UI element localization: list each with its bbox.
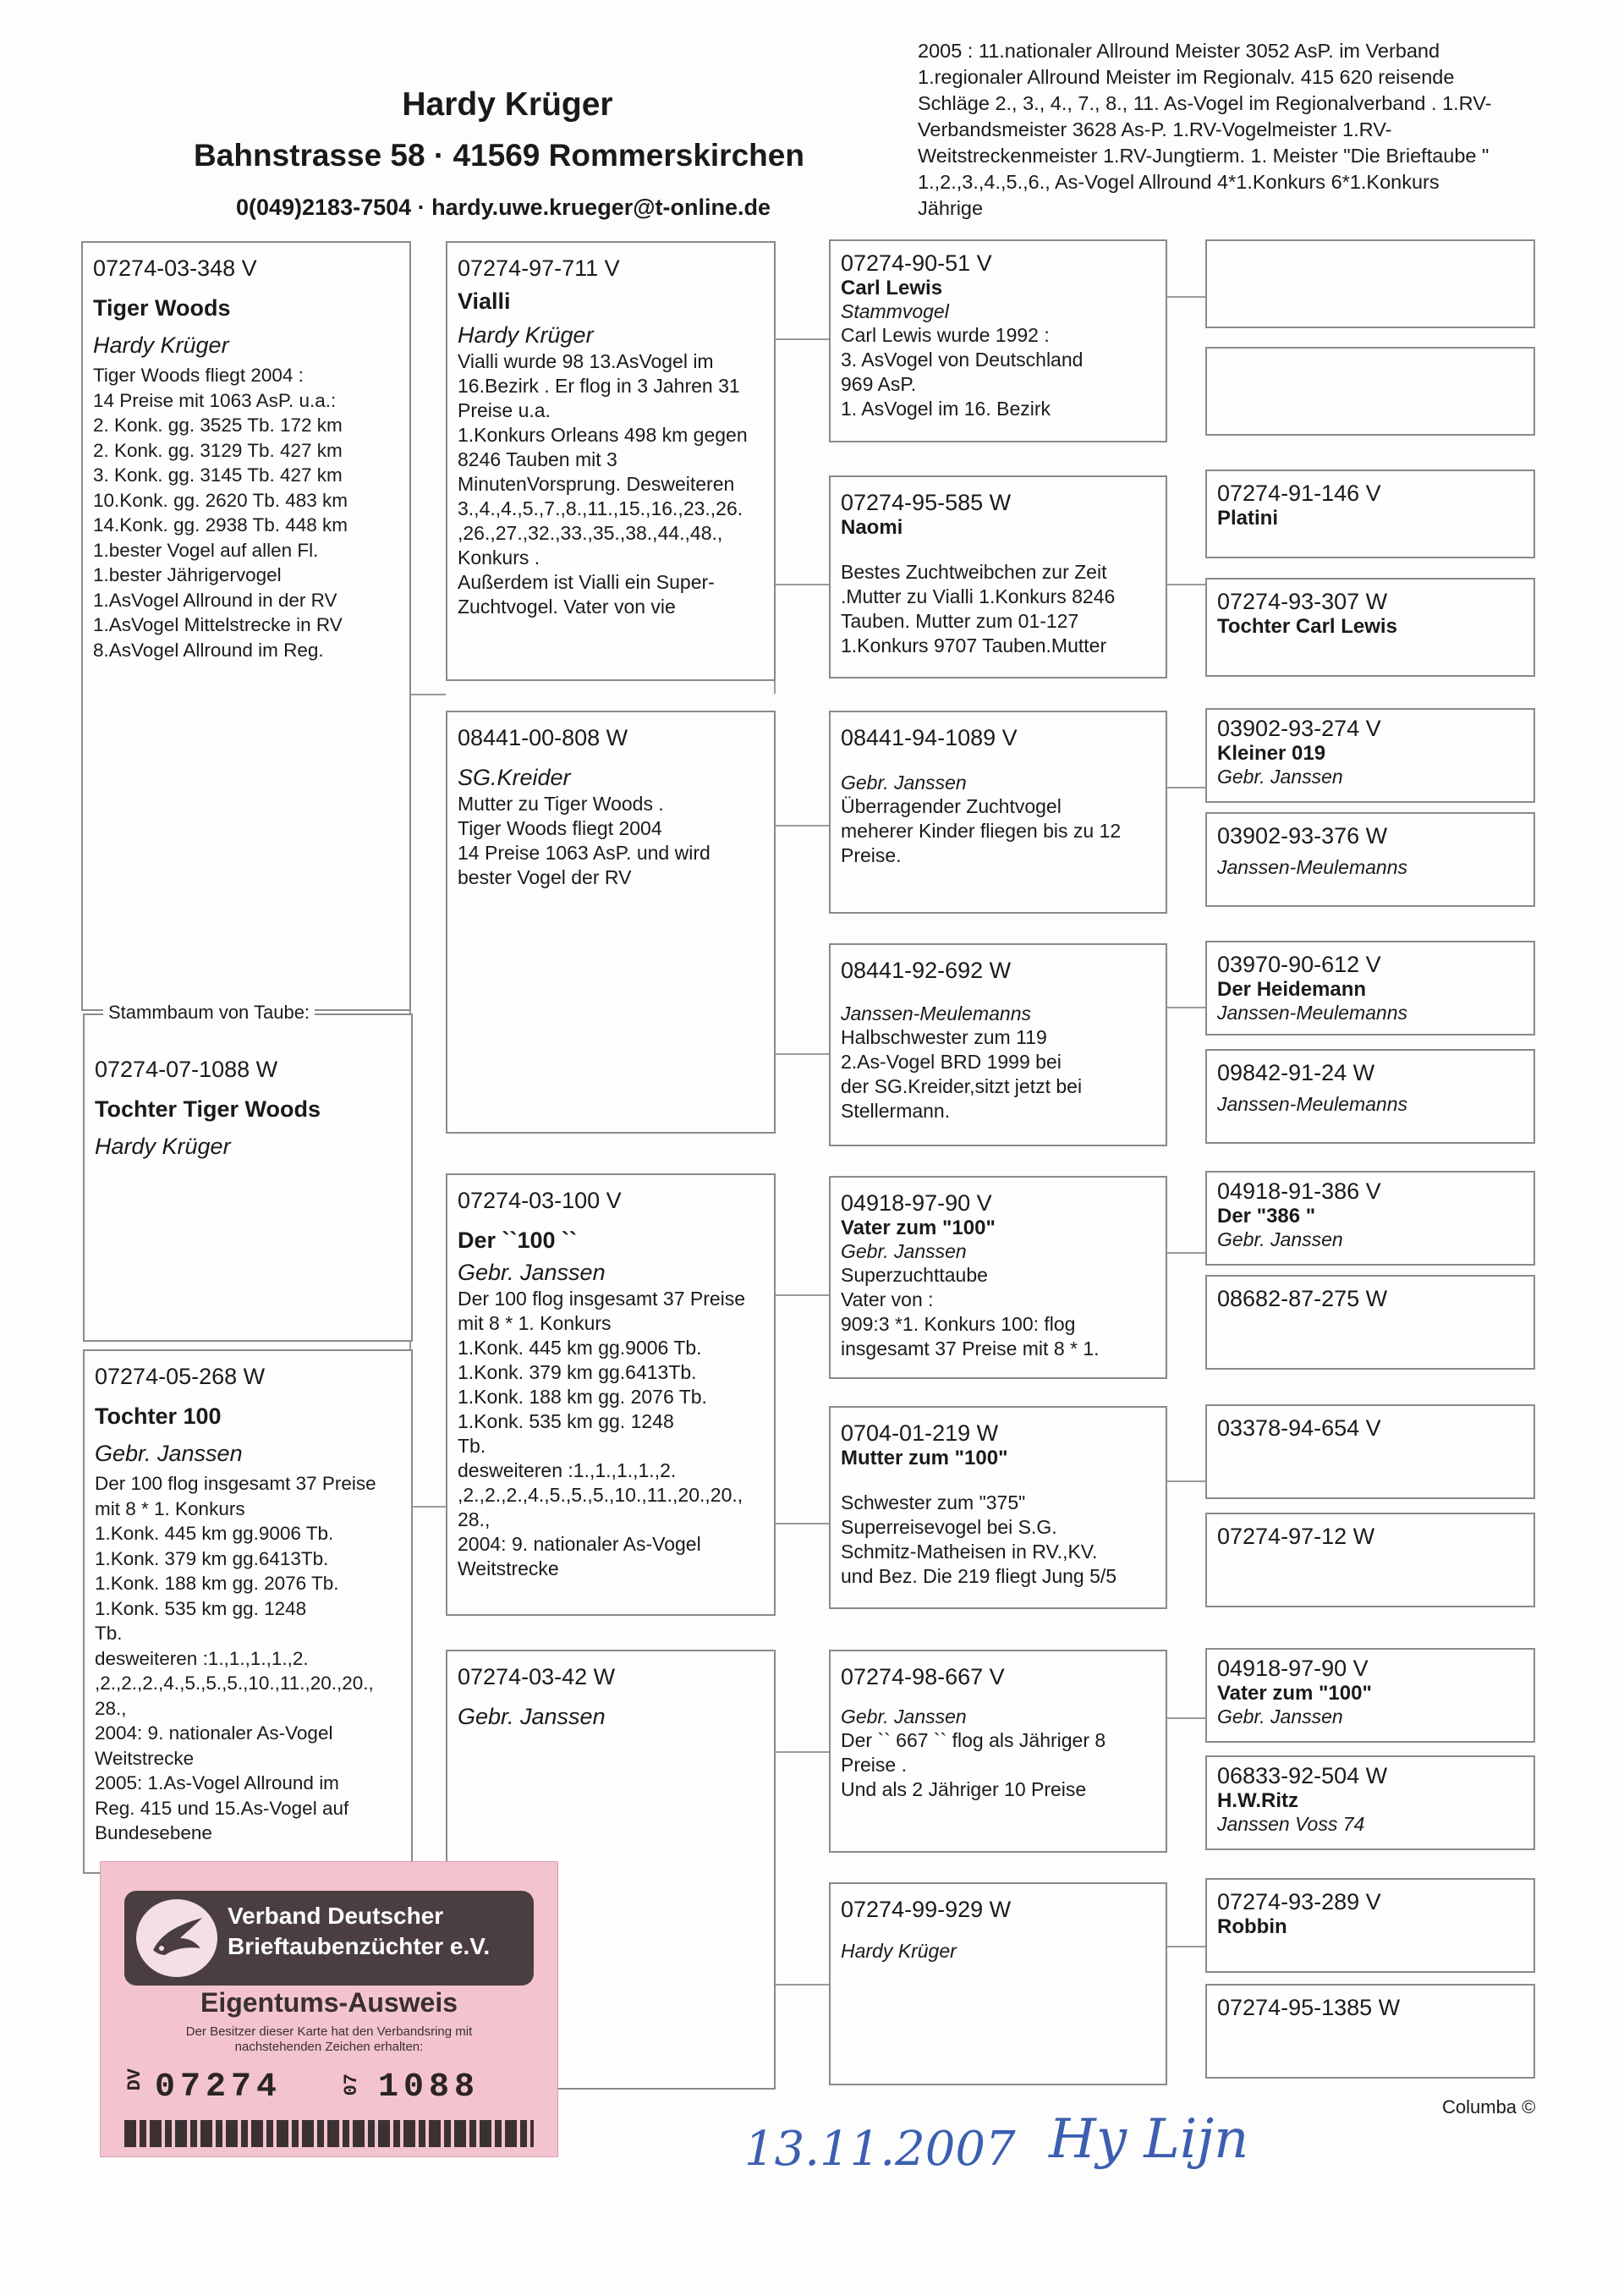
g4-breeder: Janssen-Meulemanns — [1217, 856, 1408, 878]
card-ring-no: 1088 — [378, 2068, 480, 2106]
subject-card[interactable] — [83, 1013, 413, 1342]
g4-card[interactable] — [1205, 1984, 1535, 2079]
ancestor-breeder: Hardy Krüger — [841, 1940, 957, 1962]
g4-breeder: Janssen Voss 74 — [1217, 1813, 1365, 1835]
ancestor-notes: Halbschwester zum 119 2.As-Vogel BRD 1999 bei der SG.Kreider,sitzt jetzt bei Stellermann. — [841, 1026, 1083, 1122]
g4-card[interactable] — [1205, 1049, 1535, 1144]
subject-label: Stammbaum von Taube: — [103, 1002, 315, 1024]
ancestor-name: Vater zum "100" — [841, 1217, 996, 1239]
g4-ring: 07274-93-307 W — [1217, 589, 1388, 614]
g4-breeder: Gebr. Janssen — [1217, 1706, 1343, 1727]
mother-breeder: Gebr. Janssen — [95, 1441, 243, 1466]
card-ring-club: 07274 — [155, 2068, 283, 2106]
g4-card[interactable] — [1205, 347, 1535, 436]
g4-ring: 07274-91-146 V — [1217, 481, 1381, 506]
achievements-text: 2005 : 11.nationaler Allround Meister 3052 AsP. im Verband 1.regionaler Allround Meister im Regionalv. 415 620 reisende Schläge 2., 3., 4., 7., 8., 11. As-Vogel im Regionalverband . 1.RV-Verbandsmeister 3628 As-P. 1.RV-Vogelmeister 1.RV-Weitstreckenmeister 1.RV-Jungtierm. 1. Meister "Die Brieftaube " 1.,2.,3.,4.,5.,6., As-Vogel Allround 4*1.Konkurs 6*1.Konkurs Jährige — [918, 40, 1492, 219]
grandparent-name: Vialli — [458, 288, 511, 314]
g4-breeder: Janssen-Meulemanns — [1217, 1002, 1408, 1024]
ancestor-breeder: Gebr. Janssen — [841, 772, 967, 794]
subject-ring: 07274-07-1088 W — [95, 1057, 278, 1082]
ancestor-ring: 04918-97-90 V — [841, 1190, 992, 1216]
g4-ring: 06833-92-504 W — [1217, 1763, 1388, 1788]
g4-ring: 03902-93-274 V — [1217, 716, 1381, 741]
g4-name: Der Heidemann — [1217, 978, 1367, 1001]
g4-ring: 07274-97-12 W — [1217, 1524, 1375, 1549]
g4-card[interactable] — [1205, 1171, 1535, 1266]
ancestor-card[interactable] — [829, 1406, 1167, 1609]
g4-ring: 03970-90-612 V — [1217, 952, 1381, 977]
mother-notes: Der 100 flog insgesamt 37 Preise mit 8 * 1. Konkurs 1.Konk. 445 km gg.9006 Tb. 1.Konk. 379 km gg.6413Tb. 1.Konk. 188 km gg. 2076 Tb. 1.Konk. 535 km gg. 1248 Tb. desweiteren :1.,1.,1.,1.,2. ,2.,2.,2.,4.,5.,5.,5.,10.,11.,20.,20., 28., 2004: 9. nationaler As-Vogel Weitstrecke 2005: 1.As-Vogel Allround im Reg. 415 und 15.As-Vogel auf Bundesebene — [95, 1473, 376, 1843]
card-title: Eigentums-Ausweis — [200, 1987, 458, 2018]
ownership-card — [100, 1861, 558, 2157]
g4-name: Der "386 " — [1217, 1205, 1316, 1228]
subject-breeder: Hardy Krüger — [95, 1134, 231, 1159]
mother-name: Tochter 100 — [95, 1403, 222, 1429]
card-dv: DV — [124, 2068, 145, 2091]
g4-card[interactable] — [1205, 708, 1535, 803]
ancestor-notes: Schwester zum "375" Superreisevogel bei S.G. Schmitz-Matheisen in RV.,KV. und Bez. Die 219 fliegt Jung 5/5 — [841, 1491, 1117, 1587]
ancestor-ring: 07274-95-585 W — [841, 490, 1012, 515]
grandparent-card[interactable] — [446, 711, 776, 1134]
g4-ring: 04918-97-90 V — [1217, 1656, 1369, 1681]
card-org-line1: Verband Deutscher — [228, 1903, 444, 1929]
ancestor-ring: 07274-90-51 V — [841, 250, 992, 276]
g4-ring: 07274-95-1385 W — [1217, 1995, 1401, 2020]
grandparent-ring: 07274-97-711 V — [458, 255, 620, 281]
g4-card[interactable] — [1205, 470, 1535, 558]
ancestor-name: Mutter zum "100" — [841, 1447, 1008, 1469]
g4-card[interactable] — [1205, 1275, 1535, 1370]
ancestor-notes: Superzuchttaube Vater von : 909:3 *1. Konkurs 100: flog insgesamt 37 Preise mit 8 * 1. — [841, 1264, 1100, 1359]
grandparent-notes: Der 100 flog insgesamt 37 Preise mit 8 * 1. Konkurs 1.Konk. 445 km gg.9006 Tb. 1.Konk. 379 km gg.6413Tb. 1.Konk. 188 km gg. 2076 Tb. 1.Konk. 535 km gg. 1248 Tb. desweiteren :1.,1.,1.,1.,2. ,2.,2.,2.,4.,5.,5.,5.,10.,11.,20.,20., 28., 2004: 9. nationaler As-Vogel Weitstrecke — [458, 1288, 746, 1579]
grandparent-card[interactable] — [446, 1173, 776, 1616]
father-card[interactable] — [81, 241, 411, 1011]
grandparent-name: Der ``100 `` — [458, 1228, 578, 1253]
g4-card[interactable] — [1205, 578, 1535, 677]
card-ring-year: 07 — [341, 2074, 362, 2096]
ancestor-breeder: Stammvogel — [841, 300, 949, 322]
ancestor-card[interactable] — [829, 1882, 1167, 2085]
g4-ring: 04918-91-386 V — [1217, 1178, 1381, 1204]
g4-name: Tochter Carl Lewis — [1217, 615, 1397, 638]
subject-name: Tochter Tiger Woods — [95, 1096, 321, 1122]
card-note: Der Besitzer dieser Karte hat den Verbandsring mit nachstehenden Zeichen erhalten: — [185, 2024, 473, 2054]
g4-card[interactable] — [1205, 941, 1535, 1035]
ancestor-card[interactable] — [829, 1176, 1167, 1379]
ancestor-card[interactable] — [829, 711, 1167, 914]
ancestor-notes: Carl Lewis wurde 1992 : 3. AsVogel von Deutschland 969 AsP. 1. AsVogel im 16. Bezirk — [841, 324, 1084, 420]
columba-credit: Columba © — [1442, 2096, 1536, 2117]
g4-name: Platini — [1217, 507, 1279, 530]
g4-card[interactable] — [1205, 1513, 1535, 1607]
g4-card[interactable] — [1205, 1648, 1535, 1743]
ancestor-name: Naomi — [841, 516, 903, 539]
grandparent-ring: 08441-00-808 W — [458, 725, 628, 750]
ancestor-card[interactable] — [829, 475, 1167, 678]
grandparent-card[interactable] — [446, 241, 776, 681]
ancestor-ring: 08441-92-692 W — [841, 958, 1012, 983]
grandparent-notes: Vialli wurde 98 13.AsVogel im 16.Bezirk . Er flog in 3 Jahren 31 Preise u.a. 1.Konkurs Orleans 498 km gegen 8246 Tauben mit 3 MinutenVorsprung. Desweiteren 3.,4.,4.,5.,7.,8.,11.,15.,16.,23.,26. ,26.,27.,32.,33.,35.,38.,44.,48., Konkurs . Außerdem ist Vialli ein Super- Zuchtvogel. Vater von vie — [458, 350, 748, 618]
g4-ring: 03902-93-376 W — [1217, 823, 1388, 849]
g4-name: H.W.Ritz — [1217, 1789, 1298, 1812]
ancestor-notes: Bestes Zuchtweibchen zur Zeit .Mutter zu Vialli 1.Konkurs 8246 Tauben. Mutter zum 01-127 1.Konkurs 9707 Tauben.Mutter — [841, 561, 1116, 656]
ancestor-ring: 0704-01-219 W — [841, 1420, 999, 1446]
grandparent-breeder: Gebr. Janssen — [458, 1260, 606, 1285]
father-name: Tiger Woods — [93, 295, 231, 321]
g4-name: Robbin — [1217, 1915, 1287, 1938]
ancestor-ring: 07274-99-929 W — [841, 1897, 1012, 1922]
card-header — [124, 1891, 534, 1986]
father-ring: 07274-03-348 V — [93, 255, 257, 281]
handwritten-date: 13.11.2007 — [744, 2122, 1016, 2177]
ancestor-card[interactable] — [829, 943, 1167, 1146]
card-pattern-band — [124, 2120, 534, 2147]
g4-card[interactable] — [1205, 239, 1535, 328]
card-org-line2: Brieftaubenzüchter e.V. — [228, 1933, 491, 1959]
g4-name: Vater zum "100" — [1217, 1682, 1372, 1705]
ancestor-breeder: Gebr. Janssen — [841, 1706, 967, 1727]
g4-card[interactable] — [1205, 1878, 1535, 1973]
g4-ring: 07274-93-289 V — [1217, 1889, 1381, 1914]
ancestor-name: Carl Lewis — [841, 277, 943, 299]
g4-breeder: Janssen-Meulemanns — [1217, 1093, 1408, 1115]
ancestor-ring: 07274-98-667 V — [841, 1664, 1005, 1689]
g4-ring: 08682-87-275 W — [1217, 1286, 1388, 1311]
g4-ring: 09842-91-24 W — [1217, 1060, 1375, 1085]
grandparent-ring: 07274-03-42 W — [458, 1664, 616, 1689]
g4-breeder: Gebr. Janssen — [1217, 1228, 1343, 1250]
g4-name: Kleiner 019 — [1217, 742, 1326, 765]
g4-card[interactable] — [1205, 812, 1535, 907]
ancestor-notes: Überragender Zuchtvogel meherer Kinder fliegen bis zu 12 Preise. — [841, 795, 1122, 866]
ancestor-breeder: Gebr. Janssen — [841, 1240, 967, 1262]
dove-logo-icon — [136, 1899, 217, 1977]
father-notes: Tiger Woods fliegt 2004 : 14 Preise mit 1063 AsP. u.a.: 2. Konk. gg. 3525 Tb. 172 km 2. Konk. gg. 3129 Tb. 427 km 3. Konk. gg. 3145 Tb. 427 km 10.Konk. gg. 2620 Tb. 483 km 14.Konk. gg. 2938 Tb. 448 km 1.bester Vogel auf allen Fl. 1.bester Jährigervogel 1.AsVogel Allround in der RV 1.AsVogel Mittelstrecke in RV 8.AsVogel Allround im Reg. — [93, 365, 348, 661]
g4-card[interactable] — [1205, 1404, 1535, 1499]
grandparent-notes: Mutter zu Tiger Woods . Tiger Woods fliegt 2004 14 Preise 1063 AsP. und wird bester Vogel der RV — [458, 793, 710, 888]
handwritten-signature: Hy Lijn — [1049, 2108, 1249, 2171]
g4-ring: 03378-94-654 V — [1217, 1415, 1381, 1441]
grandparent-breeder: SG.Kreider — [458, 765, 571, 790]
ancestor-card[interactable] — [829, 239, 1167, 442]
ancestor-ring: 08441-94-1089 V — [841, 725, 1018, 750]
g4-card[interactable] — [1205, 1755, 1535, 1850]
grandparent-breeder: Hardy Krüger — [458, 322, 594, 348]
mother-ring: 07274-05-268 W — [95, 1364, 266, 1389]
owner-name: Hardy Krüger — [402, 86, 613, 123]
ancestor-card[interactable] — [829, 1650, 1167, 1853]
mother-card[interactable] — [83, 1349, 413, 1874]
ancestor-breeder: Janssen-Meulemanns — [841, 1002, 1032, 1024]
grandparent-ring: 07274-03-100 V — [458, 1188, 622, 1213]
card-organisation — [228, 1901, 532, 1962]
owner-address: Bahnstrasse 58 · 41569 Rommerskirchen — [194, 138, 804, 173]
ancestor-notes: Der `` 667 `` flog als Jähriger 8 Preise . Und als 2 Jähriger 10 Preise — [841, 1729, 1106, 1800]
owner-contact: 0(049)2183-7504 · hardy.uwe.krueger@t-online.de — [235, 195, 771, 220]
father-breeder: Hardy Krüger — [93, 332, 229, 358]
g4-breeder: Gebr. Janssen — [1217, 766, 1343, 788]
card-ring-number — [124, 2065, 534, 2114]
grandparent-breeder: Gebr. Janssen — [458, 1704, 606, 1729]
